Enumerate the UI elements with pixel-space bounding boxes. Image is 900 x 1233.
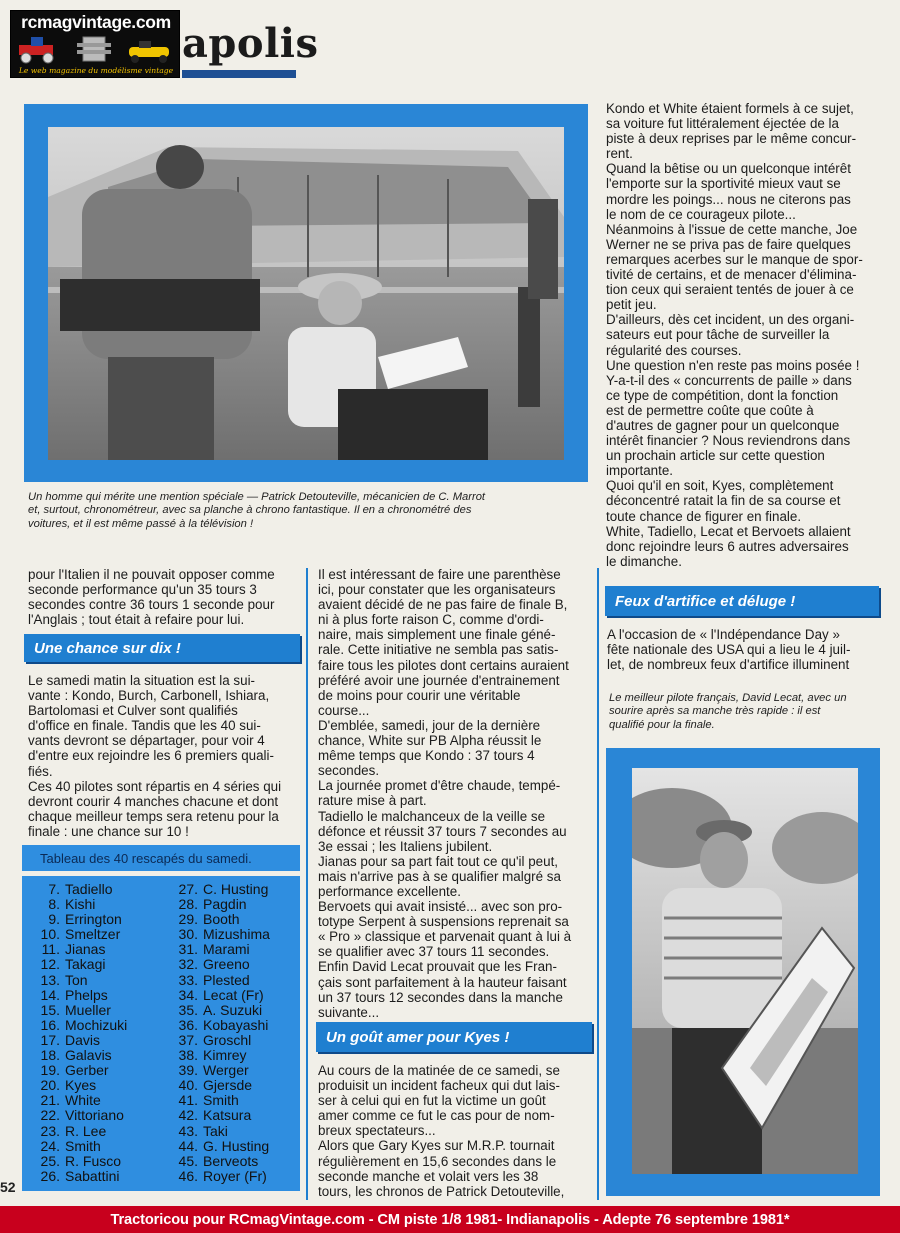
- table-pilot-name: Davis: [65, 1031, 101, 1048]
- col2-bottom-paragraph: Au cours de la matinée de ce samedi, se produisit un incident facheux qui dut lais- ser à celui qui en fut la victime un goût amer comme ce fut le cas pour de nom- breux spectateurs... Alors que Gary Kyes sur M.R.P. tournait régulièrement en 15,6 secondes dans le seconde manche et volait vers les 38 tours, les chronos de Patrick Detouteville,: [318, 1063, 565, 1199]
- table-row: [30, 942, 158, 957]
- table-pilot-name: Ton: [65, 971, 88, 988]
- table-row: [168, 1154, 296, 1169]
- table-row: [30, 1124, 158, 1139]
- table-row: [168, 1078, 296, 1093]
- table-rank: 21.: [40, 1092, 60, 1109]
- table-row: [30, 1063, 158, 1078]
- table-row: [30, 897, 158, 912]
- table-pilot-name: Kimrey: [203, 1047, 247, 1064]
- table-pilot-name: Berveots: [203, 1152, 259, 1169]
- table-rank: 24.: [40, 1137, 60, 1154]
- table-pilot-name: Vittoriano: [65, 1107, 124, 1124]
- section-heading-feux: Feux d'artifice et déluge !: [605, 586, 879, 616]
- table-pilot-name: Tadiello: [65, 881, 113, 897]
- logo-vehicles-icon: [17, 33, 175, 65]
- table-pilot-name: Kyes: [65, 1077, 97, 1094]
- table-pilot-name: R. Fusco: [65, 1152, 122, 1169]
- table-rank: 42.: [178, 1107, 198, 1124]
- table-rank: 30.: [178, 926, 198, 943]
- table-row: [168, 912, 296, 927]
- table-pilot-name: Errington: [65, 911, 122, 928]
- photo-lecat: [632, 768, 858, 1174]
- table-pilot-name: Sabattini: [65, 1167, 120, 1184]
- table-pilot-name: Royer (Fr): [203, 1167, 267, 1184]
- table-pilot-name: Groschl: [203, 1031, 252, 1048]
- right-top-paragraph: Kondo et White étaient formels à ce sujet, sa voiture fut littéralement éjectée de la piste à deux reprises par le même concur- rent. Quand la bêtise ou un quelconque intérêt l'emporte sur la sportivité mieux vaut se mordre les poings... nous ne citerons pas le nom de ce courageux pilote... Néanmoins à l'issue de cette manche, Joe Werner ne se priva pas de faire quelques remarques acerbes sur le manque de spor- tivité de certains, et de menacer d'élimina- tion ceux qui seraient tentés de jouer à ce petit jeu. D'ailleurs, dès cet incident, un des organi- sateurs eut pour tâche de surveiller la régularité des courses. Une question n'en reste pas moins posée ! Y-a-t-il des « concurrents de paille » dans ce type de compétition, dont la fonction est de permettre coûte que coûte à d'autres de gagner pour un quelconque intérêt financier ? Nous reviendrons dans un prochain article sur cette question importante. Quoi qu'il en soit, Kyes, complètement déconcentré ratait la fin de sa course et toute chance de figurer en finale. White, Tadiello, Lecat et Bervoets allaient donc rejoindre leurs 6 autres adversaires le dimanche.: [606, 101, 863, 569]
- table-row: [168, 882, 296, 897]
- table-row: [30, 1018, 158, 1033]
- table-rank: 28.: [178, 896, 198, 913]
- column-divider-right: [597, 568, 599, 1200]
- table-rank: 27.: [178, 881, 198, 897]
- table-rank: 43.: [178, 1122, 198, 1139]
- table-pilot-name: Jianas: [65, 941, 106, 958]
- table-rank: 44.: [178, 1137, 198, 1154]
- table-row: [168, 1063, 296, 1078]
- table-row: [168, 942, 296, 957]
- section-heading-chance: Une chance sur dix !: [24, 634, 300, 662]
- table-rank: 14.: [40, 986, 60, 1003]
- results-column-right: [168, 882, 296, 1184]
- table-rank: 12.: [40, 956, 60, 973]
- table-rank: 11.: [41, 941, 60, 958]
- table-row: [168, 1139, 296, 1154]
- table-pilot-name: Pagdin: [203, 896, 247, 913]
- table-pilot-name: Katsura: [203, 1107, 252, 1124]
- table-pilot-name: R. Lee: [65, 1122, 107, 1139]
- table-rank: 17.: [40, 1031, 60, 1048]
- table-pilot-name: Takagi: [65, 956, 106, 973]
- table-rank: 18.: [40, 1047, 60, 1064]
- table-title: Tableau des 40 rescapés du samedi.: [22, 845, 300, 871]
- table-pilot-name: C. Husting: [203, 881, 269, 897]
- table-row: [30, 1108, 158, 1123]
- table-rank: 35.: [178, 1001, 198, 1018]
- table-pilot-name: Greeno: [203, 956, 250, 973]
- table-pilot-name: G. Husting: [203, 1137, 270, 1154]
- table-rank: 7.: [48, 881, 60, 897]
- table-pilot-name: Smith: [203, 1092, 239, 1109]
- table-row: [30, 1033, 158, 1048]
- table-pilot-name: Werger: [203, 1062, 249, 1079]
- table-rank: 19.: [40, 1062, 60, 1079]
- table-pilot-name: Smith: [65, 1137, 101, 1154]
- table-row: [30, 1048, 158, 1063]
- table-rank: 9.: [48, 911, 60, 928]
- table-row: [168, 897, 296, 912]
- table-row: [168, 1003, 296, 1018]
- table-pilot-name: Smeltzer: [65, 926, 121, 943]
- table-rank: 46.: [178, 1167, 198, 1184]
- table-pilot-name: Lecat (Fr): [203, 986, 264, 1003]
- results-column-left: [30, 882, 158, 1184]
- table-pilot-name: Mizushima: [203, 926, 270, 943]
- table-row: [168, 957, 296, 972]
- col3-paragraph: A l'occasion de « l'Indépendance Day » fête nationale des USA qui a lieu le 4 juil- let, de nombreux feux d'artifice illuminent: [607, 627, 851, 673]
- table-rank: 25.: [40, 1152, 60, 1169]
- table-rank: 34.: [178, 986, 198, 1003]
- table-pilot-name: White: [65, 1092, 101, 1109]
- table-row: [168, 927, 296, 942]
- table-row: [168, 988, 296, 1003]
- table-rank: 26.: [40, 1167, 60, 1184]
- table-pilot-name: Mueller: [65, 1001, 111, 1018]
- logo-title: rcmagvintage.com: [21, 12, 171, 32]
- table-rank: 20.: [40, 1077, 60, 1094]
- table-row: [168, 973, 296, 988]
- table-rank: 41.: [178, 1092, 198, 1109]
- table-pilot-name: A. Suzuki: [203, 1001, 263, 1018]
- table-row: [168, 1093, 296, 1108]
- table-rank: 31.: [178, 941, 198, 958]
- table-rank: 15.: [40, 1001, 60, 1018]
- table-row: [30, 1078, 158, 1093]
- table-rank: 37.: [178, 1031, 198, 1048]
- table-pilot-name: Galavis: [65, 1047, 112, 1064]
- photo-timekeeper-image: [48, 127, 564, 460]
- table-pilot-name: Booth: [203, 911, 240, 928]
- masthead-title: apolis: [182, 20, 319, 67]
- table-rank: 33.: [178, 971, 198, 988]
- table-rank: 38.: [178, 1047, 198, 1064]
- table-rank: 8.: [48, 896, 60, 913]
- table-rank: 32.: [178, 956, 198, 973]
- table-row: [30, 1154, 158, 1169]
- table-row: [30, 912, 158, 927]
- section-heading-kyes: Un goût amer pour Kyes !: [316, 1022, 592, 1052]
- table-pilot-name: Mochizuki: [65, 1016, 128, 1033]
- table-row: [30, 973, 158, 988]
- table-row: [30, 1093, 158, 1108]
- table-rank: 36.: [178, 1016, 198, 1033]
- col1-top-paragraph: pour l'Italien il ne pouvait opposer comme seconde performance qu'un 35 tours 3 secondes contre 36 tours 1 seconde pour l'Anglais ; tout était à refaire pour lui.: [28, 567, 275, 628]
- col1-paragraph: Le samedi matin la situation est la sui- vante : Kondo, Burch, Carbonell, Ishiara, Bartolomasi et Culver sont qualifiés d'office en finale. Tandis que les 40 sui- vants devront se départager, pour voir 4 d'entre eux rejoindre les 6 premiers quali- fiés. Ces 40 pilotes sont répartis en 4 séries qui devront courir 4 manches chacune et dont chaque meilleur temps sera retenu pour la finale : une chance sur 10 !: [28, 673, 282, 839]
- table-rank: 39.: [178, 1062, 198, 1079]
- table-pilot-name: Phelps: [65, 986, 108, 1003]
- table-row: [168, 1048, 296, 1063]
- table-row: [168, 1124, 296, 1139]
- masthead-rule: [182, 70, 296, 78]
- table-rank: 40.: [178, 1077, 198, 1094]
- table-rank: 10.: [40, 926, 60, 943]
- table-rank: 16.: [40, 1016, 60, 1033]
- table-row: [30, 957, 158, 972]
- column-divider: [306, 568, 308, 1200]
- table-row: [168, 1033, 296, 1048]
- table-row: [168, 1169, 296, 1184]
- table-row: [30, 1139, 158, 1154]
- table-row: [30, 1003, 158, 1018]
- table-rank: 13.: [40, 971, 60, 988]
- table-row: [30, 1169, 158, 1184]
- table-row: [30, 988, 158, 1003]
- table-rank: 45.: [178, 1152, 198, 1169]
- table-pilot-name: Gerber: [65, 1062, 109, 1079]
- photo-timekeeper-caption: Un homme qui mérite une mention spéciale — Patrick Detouteville, mécanicien de C. Marrot et, surtout, chronométreur, avec sa planche à chrono fantastique. Il en a chronométré des voitures, et il est même passé à la télévision !: [28, 491, 486, 530]
- col2-paragraph: Il est intéressant de faire une parenthèse ici, pour constater que les organisateurs avaient décidé de ne pas faire de finale B, ni à plus forte raison C, comme d'ordi- naire, mais simplement une finale géné- rale. Cette initiative ne sembla pas satis- faire tous les pilotes dont certains auraient préféré avoir une journée d'entrainement de moins pour courir une véritable course... D'emblée, samedi, jour de la dernière chance, White sur PB Alpha réussit le même temps que Kondo : 37 tours 4 secondes. La journée promet d'être chaude, tempé- rature mise à part. Tadiello le malchanceux de la veille se défonce et réussit 37 tours 7 secondes au 3e essai ; les Italiens jubilent. Jianas pour sa part fait tout ce qu'il peut, mais n'arrive pas à se qualifier malgré sa performance excellente. Bervoets qui avait insisté... avec son pro- totype Serpent à suspensions reprenait sa « Pro » classique et parvenait quant à lui à se qualifier avec 37 tours 11 secondes. Enfin David Lecat prouvait que les Fran- çais sont parfaitement à la hauteur faisant un 37 tours 12 secondes dans la manche suivante...: [318, 567, 572, 1020]
- table-pilot-name: Plested: [203, 971, 250, 988]
- table-row: [30, 882, 158, 897]
- table-pilot-name: Marami: [203, 941, 250, 958]
- logo-subtitle: Le web magazine du modélisme vintage: [18, 66, 174, 75]
- table-rank: 22.: [40, 1107, 60, 1124]
- page-number: 52: [0, 1179, 16, 1195]
- table-rank: 23.: [40, 1122, 60, 1139]
- photo-lecat-image: [632, 768, 858, 1174]
- table-pilot-name: Kishi: [65, 896, 96, 913]
- table-pilot-name: Kobayashi: [203, 1016, 269, 1033]
- table-row: [168, 1108, 296, 1123]
- table-pilot-name: Taki: [203, 1122, 228, 1139]
- site-logo: [10, 10, 180, 78]
- photo-timekeeper: [48, 127, 564, 460]
- table-pilot-name: Gjersde: [203, 1077, 253, 1094]
- footer-credit: Tractoricou pour RCmagVintage.com - CM piste 1/8 1981- Indianapolis - Adepte 76 septembre 1981*: [0, 1206, 900, 1233]
- table-rank: 29.: [178, 911, 198, 928]
- table-row: [30, 927, 158, 942]
- table-row: [168, 1018, 296, 1033]
- photo-lecat-caption: Le meilleur pilote français, David Lecat, avec un sourire après sa manche très rapide : il est qualifié pour la finale.: [609, 692, 847, 731]
